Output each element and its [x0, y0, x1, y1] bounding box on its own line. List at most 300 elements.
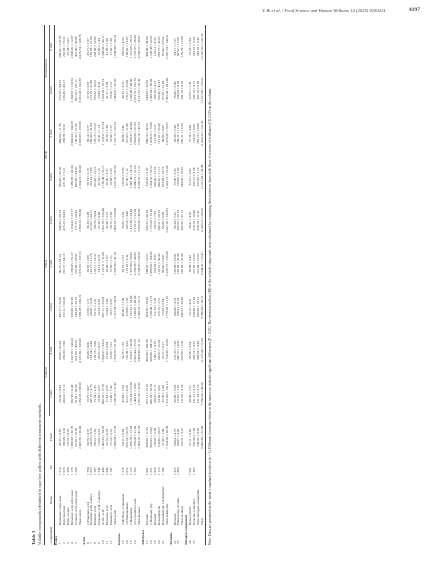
compound-number: 13 — [121, 540, 126, 544]
value-cell: 301.67 ± 107.11 — [73, 79, 78, 102]
value-cell: 1 128.57 ± 57.54 — [101, 122, 106, 146]
value-cell: 128.15 ± 13.29 — [93, 123, 98, 144]
compound-number: 20 — [156, 540, 161, 544]
value-cell: 298.99 ± 8.53 — [61, 124, 66, 143]
value-cell: 108.01 ± 4.55 — [121, 37, 126, 57]
value-cell: 31.06 ± 2.27 — [105, 211, 110, 229]
section-label: Alcohols — [168, 532, 173, 545]
value-cell: 112.70 ± 2.29 — [152, 297, 157, 317]
value-cell: 1 405.81 ± 3.09 — [132, 383, 137, 405]
column-header: 6 min — [49, 155, 54, 198]
value-cell: 13 167.95 ± 125.56 — [201, 25, 205, 68]
value-cell: 162.94 ± 20.39 — [176, 253, 181, 274]
value-cell: 202.70 ± 8.57 — [180, 80, 185, 100]
value-cell: 293.14 ± 28.18 — [125, 427, 130, 448]
value-cell: 20.72 ± 2.85 — [109, 211, 114, 229]
value-cell: 2 023.12 ± 51.09 — [164, 165, 169, 189]
value-cell: 45.15 ± 1.87 — [85, 38, 90, 56]
value-cell: 1 327.84 ± 50.82 — [129, 252, 134, 276]
value-cell: 115.62 ± 7.67 — [176, 384, 181, 404]
value-cell: 276.73 ± 10.48 — [192, 210, 197, 231]
column-header: 2 min — [49, 112, 54, 155]
value-cell: 17.65 ± 0.58 — [105, 385, 110, 403]
value-cell: 108.73 ± 10.85 — [176, 340, 181, 361]
retention-index: 1 172 — [129, 467, 134, 475]
value-cell: 52.11 ± 0.49 — [188, 428, 193, 446]
retention-index: 1 513 — [57, 467, 62, 475]
value-cell: 45.53 ± 0.65 — [57, 428, 62, 446]
value-cell: 1 843.88 ± 34.14 — [113, 35, 118, 59]
group-header: UD-B — [45, 112, 50, 199]
value-cell: 42.48 ± 1.90 — [121, 385, 126, 403]
value-cell: 2 148.47 ± 48.36 — [132, 295, 137, 319]
value-cell: 21.08 ± 1.84 — [160, 428, 165, 446]
value-cell: 75.54 ± 2.35 — [93, 385, 98, 403]
value-cell: 217.62 ± 24.11 — [89, 210, 94, 231]
value-cell: 8 405.88 ± 31.86 — [201, 416, 205, 459]
value-cell: 372.11 ± 64.20 — [61, 296, 66, 318]
compound-name: Total ketones — [136, 506, 141, 525]
value-cell: 1 003.32 ± 34.65 — [101, 425, 106, 449]
compound-number: 6 — [85, 542, 90, 544]
column-header: 2 min — [49, 242, 54, 285]
retention-index: 1 546 — [97, 467, 102, 475]
value-cell: 249.75 ± 0.57 — [192, 341, 197, 360]
value-cell: 1 778.45 ± 11.81 — [164, 295, 169, 319]
value-cell: 22.90 ± 1.72 — [85, 298, 90, 316]
value-cell: 26.40 ± 1.97 — [105, 255, 110, 273]
value-cell: 203.89 ± 16.02 — [93, 36, 98, 57]
value-cell: 3 266.09 ± 155.99 — [77, 121, 82, 146]
retention-index: 1 113 — [156, 467, 161, 475]
compound-name: Total esters — [77, 509, 82, 525]
value-cell: 15.14 ± 2.21 — [109, 428, 114, 446]
retention-index: 1 221 — [148, 467, 153, 475]
value-cell: 1 256.08 ± 21.42 — [132, 425, 137, 449]
value-cell: 20.65 ± 0.72 — [97, 341, 102, 360]
value-cell: 72.26 ± 1.84 — [188, 38, 193, 56]
value-cell: 11 727.99 ± 155.01 — [201, 68, 205, 111]
value-cell: 415.23 ± 84.63 — [61, 210, 66, 231]
value-cell: 1 152.31 ± 51.08 — [101, 252, 106, 276]
compound-number: 2 — [61, 542, 66, 544]
compound-name: 2-Propenoic acid — [85, 501, 90, 525]
value-cell: 788.29 ± 10.27 — [144, 253, 149, 274]
value-cell: 1 096.98 ± 62.78 — [69, 425, 74, 449]
value-cell: 203.65 ± 29.78 — [176, 210, 181, 231]
value-cell: 544.58 ± 52.05 — [144, 79, 149, 101]
value-cell: 1 554.50 ± 20.38 — [164, 425, 169, 449]
compound-number: 19 — [152, 540, 157, 544]
value-cell: 118.13 ± 4.52 — [152, 37, 157, 57]
value-cell: 157.03 ± 11.06 — [125, 123, 130, 144]
value-cell: 101.35 ± 7.58 — [172, 341, 177, 360]
value-cell: 291.37 ± 64.15 — [61, 253, 66, 274]
value-cell: 350.74 ± 11.01 — [196, 210, 201, 231]
value-cell: 292.99 ± 73.31 — [61, 36, 66, 57]
value-cell: 211.68 ± 8.35 — [180, 384, 185, 404]
retention-index: 1 017 — [125, 467, 130, 475]
value-cell: 484.09 ± 34.90 — [144, 36, 149, 57]
value-cell: 37.48 ± 2.03 — [65, 38, 70, 56]
compound-name: 3,5-Octadien-2-one — [132, 498, 137, 525]
value-cell: 471.36 ± 7.21 — [61, 167, 66, 187]
value-cell: 177.75 ± 28.49 — [73, 210, 78, 231]
volatile-compounds-table — [44, 25, 206, 545]
value-cell: 160.16 ± 4.27 — [152, 80, 157, 100]
value-cell: 136.62 ± 13.54 — [156, 340, 161, 361]
retention-index — [201, 459, 205, 475]
value-cell: 7 250.99 ± 49.66 — [201, 372, 205, 415]
value-cell: 1 096.60 ± 194.02 — [148, 251, 153, 277]
value-cell: 32.59 ± 1.80 — [105, 125, 110, 143]
value-cell: 1 175.05 ± 76.69 — [148, 208, 153, 232]
value-cell: 2 301.46 ± 201.40 — [164, 77, 169, 103]
value-cell: 2 270.17 ± 52.03 — [132, 208, 137, 232]
value-cell: 1 412.68 ± 24.49 — [129, 208, 134, 232]
value-cell: 79.59 ± 20.99 — [73, 384, 78, 404]
value-cell: 258.00 ± 7.94 — [61, 341, 66, 360]
retention-index: 1 890 — [176, 467, 181, 475]
column-header: 2 min — [49, 372, 54, 415]
compound-name: 3-Hydroxy-2-butanone — [121, 493, 126, 525]
value-cell: 362.99 ± 0.49 — [69, 384, 74, 404]
value-cell: 119.29 ± 3.32 — [125, 254, 130, 274]
value-cell: 96.06 ± 5.54 — [172, 385, 177, 403]
value-cell: 188.42 ± 19.87 — [125, 36, 130, 57]
compound-name: Butanoic acid — [93, 506, 98, 525]
value-cell: 40.25 ± 85.74 — [57, 254, 62, 274]
group-header: UD-A — [45, 199, 50, 329]
value-cell: 3 469.89 ± 31.32 — [136, 339, 141, 363]
value-cell: 1 520.48 ± 41.18 — [113, 252, 118, 276]
compound-name: Acetic acid — [101, 509, 106, 525]
value-cell: 1 254.41 ± 23.77 — [69, 208, 74, 232]
compound-number: 21 — [160, 540, 165, 544]
value-cell: 77.58 ± 4.84 — [188, 125, 193, 143]
compound-name: Hexanal — [152, 513, 157, 525]
value-cell: 26.08 ± 0.06 — [85, 341, 90, 360]
retention-index: 1 931 — [188, 467, 193, 475]
value-cell: 27.03 ± 0.84 — [105, 341, 110, 360]
value-cell: 2 684.18 ± 42.70 — [136, 425, 141, 449]
value-cell: 1 185.49 ± 55.17 — [101, 165, 106, 189]
value-cell: 20.34 ± 0.81 — [97, 298, 102, 316]
value-cell: 239.46 ± 46.27 — [61, 79, 66, 101]
table-body — [54, 25, 205, 545]
value-cell: 402.77 ± 23.07 — [57, 296, 62, 318]
value-cell: 70.10 ± 0.25 — [65, 428, 70, 446]
value-cell: 67.63 ± 12.63 — [160, 80, 165, 100]
value-cell: 97.04 ± 23.94 — [160, 37, 165, 57]
value-cell: 178.17 ± 25.09 — [125, 79, 130, 101]
value-cell: 87.56 ± 1.12 — [125, 168, 130, 186]
compound-name: Butanoate, ethyl ester — [57, 495, 62, 525]
table-caption: Volatile compounds identified in rape bee pollen with different treatment methods. — [37, 403, 42, 545]
value-cell: 120.29 ± 4.46 — [125, 210, 130, 230]
value-cell: 529.45 ± 5.47 — [144, 167, 149, 187]
value-cell: 36.14 ± 0.77 — [85, 125, 90, 143]
value-cell: 126.64 ± 8.03 — [176, 80, 181, 100]
compound-name: Octanoic acid, ethyl ester — [73, 490, 78, 525]
value-cell: 231.21 ± 3.55 — [192, 384, 197, 404]
compound-name: Hexanoic acid, ethyl ester — [69, 489, 74, 525]
value-cell: 108.81 ± 6.71 — [152, 384, 157, 404]
compound-number: 9 — [97, 542, 102, 544]
value-cell: 29.96 ± 3.27 — [105, 168, 110, 186]
value-cell: 315.84 ± 16.62 — [196, 253, 201, 274]
value-cell: 16.27 ± 0.97 — [109, 298, 114, 316]
value-cell: 52.97 ± 3.02 — [188, 168, 193, 186]
value-cell: 62.07 ± 1.29 — [188, 81, 193, 99]
value-cell: 32.36 ± 1.40 — [160, 385, 165, 403]
value-cell: 26.85 ± 2.89 — [85, 255, 90, 273]
value-cell: 330.63 ± 3.49 — [196, 37, 201, 57]
compound-name: 2-Heptanone — [129, 507, 134, 525]
value-cell: 307.20 ± 6.05 — [196, 80, 201, 100]
compound-number: 18 — [148, 540, 153, 544]
compound-number: 3 — [65, 542, 70, 544]
compound-name: Hexanoic acid, 2-ethyl- — [89, 493, 94, 525]
value-cell: 1 758.39 ± 16.85 — [164, 339, 169, 363]
value-cell: 268.63 ± 102.93 — [57, 35, 62, 58]
retention-index: 1 275 — [121, 467, 126, 475]
value-cell: 64.87 ± 4.45 — [176, 428, 181, 446]
value-cell: 1 300.04 ± 17.29 — [113, 425, 118, 449]
retention-index: 1 580 — [65, 467, 70, 475]
value-cell: 12.46 ± 1.42 — [109, 385, 114, 403]
value-cell: 4 131.57 ± 65.39 — [136, 78, 141, 102]
value-cell: 2 398.16 ± 88.09 — [77, 208, 82, 232]
value-cell: 863.03 ± 13.32 — [148, 427, 153, 448]
value-cell: 2 207.54 ± 140.21 — [164, 34, 169, 60]
compound-number — [201, 525, 205, 545]
value-cell: 626.89 ± 95.95 — [69, 296, 74, 318]
value-cell: 302.99 ± 37.13 — [180, 210, 185, 231]
compound-number: 12 — [109, 540, 114, 544]
value-cell: 1 317.58 ± 34.02 — [113, 295, 118, 319]
compound-number: 5 — [73, 542, 78, 544]
value-cell: 11 420.33 ± 122.47 — [201, 112, 205, 155]
value-cell: 84.17 ± 7.57 — [172, 38, 177, 56]
value-cell: 23.26 ± 2.12 — [109, 81, 114, 99]
value-cell: 1 872.03 ± 137.23 — [77, 251, 82, 277]
value-cell: 253.76 ± 94.35 — [57, 79, 62, 101]
value-cell: 1 266.05 ± 91.27 — [69, 252, 74, 276]
value-cell: 9 944.81 ± 72.47 — [201, 242, 205, 285]
value-cell: 1 070.79 ± 12.63 — [129, 425, 134, 449]
value-cell: 52.27 ± 6.17 — [160, 341, 165, 360]
value-cell: 93.96 ± 2.98 — [172, 125, 177, 143]
value-cell: 1 396.37 ± 43.40 — [129, 122, 134, 146]
value-cell: 35.53 ± 1.16 — [97, 168, 102, 186]
value-cell: 80.53 ± 5.01 — [93, 428, 98, 446]
value-cell: 246.52 ± 10.43 — [180, 296, 185, 318]
retention-index: 1 823 — [89, 467, 94, 475]
compound-name: Phenylethyl alcohol — [176, 497, 181, 525]
value-cell: 165.45 ± 15.21 — [93, 166, 98, 188]
compound-name: Benzyl nitrile — [188, 506, 193, 525]
value-cell: 183.88 ± 3.32 — [61, 427, 66, 447]
value-cell: 580.16 ± 34.52 — [144, 123, 149, 144]
column-header: 6 min — [49, 25, 54, 68]
value-cell: 160.05 ± 12.52 — [152, 166, 157, 188]
value-cell: 3 856.99 ± 40.05 — [136, 208, 141, 232]
value-cell: 99.34 ± 7.41 — [172, 211, 177, 229]
compound-number: 11 — [105, 540, 110, 544]
value-cell: 86.62 ± 12.69 — [176, 37, 181, 57]
compound-name: Benzaldehyde — [156, 505, 161, 525]
value-cell: 95.29 ± 23.76 — [73, 427, 78, 447]
value-cell: 2 427.16 ± 143.95 — [164, 207, 169, 233]
value-cell: 22.00 ± 2.05 — [105, 298, 110, 316]
retention-index: 1 846 — [105, 467, 110, 475]
value-cell: 141.72 ± 11.78 — [89, 253, 94, 274]
value-cell: 28.09 ± 47.04 — [57, 341, 62, 360]
compound-number: 8 — [93, 542, 98, 544]
value-cell: 129.58 ± 3.96 — [121, 167, 126, 187]
value-cell: 1 347.40 ± 74.70 — [129, 165, 134, 189]
value-cell: 1 657.35 ± 41.90 — [113, 165, 118, 189]
page-number: 4197 — [409, 7, 420, 13]
value-cell: 135.02 ± 10.22 — [93, 79, 98, 101]
value-cell: 138.15 ± 4.78 — [152, 341, 157, 360]
running-head — [262, 8, 420, 14]
compound-number: 1 — [57, 542, 62, 544]
value-cell: 2 613.79 ± 102.52 — [132, 77, 137, 103]
value-cell: 147.19 ± 3.76 — [89, 384, 94, 404]
retention-index: 1 179 — [69, 467, 74, 475]
compound-name: Pyrazine, trimethyl- — [192, 497, 197, 525]
value-cell: 1 116.68 ± 27.88 — [129, 382, 134, 406]
compound-number: 16 — [132, 540, 137, 544]
compound-number: 22 — [172, 540, 177, 544]
value-cell: 2 325.99 ± 79.37 — [164, 122, 169, 146]
value-cell: 3 086.13 ± 51.63 — [132, 165, 137, 189]
value-cell: 25.10 ± 0.76 — [105, 428, 110, 446]
value-cell: 2 781.05 ± 36.43 — [132, 35, 137, 59]
compound-number: 25 — [192, 540, 197, 544]
retention-index: 1 007 — [144, 467, 149, 475]
value-cell: 1 363.05 ± 98.09 — [77, 382, 82, 406]
section-label: Esters — [53, 535, 58, 545]
section-label: Aldehydes — [140, 529, 145, 545]
column-header: 6 min — [49, 285, 54, 328]
compound-number: 15 — [129, 540, 134, 544]
column-header: RI — [49, 459, 54, 475]
value-cell: 1 551.04 ± 101.13 — [164, 381, 169, 407]
value-cell: 1 272.61 ± 53.93 — [129, 295, 134, 319]
retention-index: 1 745 — [160, 467, 165, 475]
compound-name: Pentanoic acid — [109, 505, 114, 525]
value-cell: 477.21 ± 27.61 — [144, 383, 149, 405]
value-cell: 1 202.79 ± 126.40 — [101, 207, 106, 233]
value-cell: 2 062.44 ± 25.35 — [132, 339, 137, 363]
value-cell: 2 000.24 ± 104.28 — [69, 121, 74, 146]
compound-name: Hexanoic acid — [105, 505, 110, 525]
value-cell: 127.05 ± 5.37 — [152, 124, 157, 143]
column-header: Compounds — [48, 526, 53, 544]
value-cell: 129.65 ± 8.16 — [89, 427, 94, 447]
value-cell: 277.05 ± 16.87 — [192, 253, 197, 274]
value-cell: 102.86 ± 10.87 — [172, 253, 177, 274]
value-cell: 463.99 ± 44.07 — [73, 166, 78, 188]
value-cell: 27.39 ± 0.88 — [97, 211, 102, 229]
retention-index: 1 747 — [109, 467, 114, 475]
value-cell: 36.30 ± 2.68 — [85, 211, 90, 229]
value-cell: 906.28 ± 27.87 — [101, 383, 106, 405]
value-cell: 110.09 ± 5.03 — [125, 341, 130, 360]
value-cell: 110.86 ± 20.27 — [156, 427, 161, 448]
value-cell: 968.49 ± 104.53 — [148, 339, 153, 362]
value-cell: 32.35 ± 1.32 — [121, 341, 126, 360]
value-cell: 155.51 ± 3.27 — [180, 427, 185, 447]
value-cell: 73.96 ± 3.35 — [172, 168, 177, 186]
value-cell: 1 329.64 ± 85.69 — [148, 78, 153, 102]
value-cell: 11 721.43 ± 64.48 — [201, 155, 205, 198]
compound-number: 4 — [69, 542, 74, 544]
value-cell: 20.03 ± 0.44 — [57, 385, 62, 403]
compound-name: Benzaldehyde, 2,4-dimethyl- — [160, 485, 165, 525]
value-cell: 206.41 ± 11.17 — [156, 166, 161, 188]
compound-name: Total aldehydes — [164, 503, 169, 525]
value-cell: 8 786.98 ± 56.57 — [201, 285, 205, 328]
value-cell: 92.27 ± 4.26 — [125, 385, 130, 403]
value-cell: 1 669.23 ± 133.09 — [113, 207, 118, 233]
value-cell: 38.80 ± 3.42 — [188, 255, 193, 273]
journal-citation: Y. Bi et al. / Food Science and Human Wellness 14 (2025) 9250414 — [262, 8, 386, 13]
value-cell: 210.08 ± 17.01 — [180, 340, 185, 361]
value-cell: 622.64 ± 46.20 — [73, 340, 78, 361]
value-cell: 120.06 ± 1.26 — [125, 297, 130, 317]
retention-index: 1 284 — [73, 467, 78, 475]
value-cell: 15.60 ± 0.16 — [97, 428, 102, 446]
column-header: Name — [49, 475, 54, 525]
value-cell: 136.65 ± 6.29 — [176, 297, 181, 317]
value-cell: 394.64 ± 11.36 — [57, 123, 62, 144]
value-cell: 292.15 ± 10.80 — [196, 123, 201, 144]
value-cell: 173.76 ± 21.96 — [89, 79, 94, 101]
value-cell: 90.64 ± 4.75 — [172, 428, 177, 446]
value-cell: 836.58 ± 62.82 — [148, 383, 153, 405]
value-cell: 53.85 ± 5.26 — [121, 211, 126, 229]
column-header: 4 min — [49, 199, 54, 242]
value-cell: 322.09 ± 7.19 — [196, 167, 201, 187]
value-cell: 123.51 ± 30.43 — [156, 253, 161, 274]
value-cell: 265.80 ± 31.09 — [180, 253, 185, 274]
value-cell: 2 845.81 ± 12.07 — [69, 35, 74, 59]
compound-name: Butyrolactone — [61, 505, 66, 525]
compound-number: 10 — [101, 540, 106, 544]
retention-index: 1 392 — [192, 467, 197, 475]
value-cell: 133.11 ± 13.37 — [93, 253, 98, 274]
value-cell: 2 824.18 ± 60.00 — [77, 165, 82, 189]
value-cell: 58.04 ± 10.07 — [160, 254, 165, 274]
value-cell: 2 226.73 ± 155.98 — [164, 251, 169, 277]
compound-name: 2-Heptenal, (Z)- — [148, 502, 153, 525]
value-cell: 3 702.16 ± 43.13 — [136, 122, 141, 146]
value-cell: 38.73 ± 2.53 — [121, 255, 126, 273]
value-cell: 170.79 ± 12.08 — [180, 36, 185, 57]
value-cell: 275.69 ± 20.07 — [73, 253, 78, 274]
value-cell: 214.57 ± 8.05 — [192, 124, 197, 143]
value-cell: 18.79 ± 0.67 — [85, 385, 90, 403]
value-cell: 58.89 ± 4.24 — [188, 341, 193, 360]
value-cell: 997.11 ± 25.94 — [101, 296, 106, 318]
column-header: Fresh — [49, 416, 54, 459]
value-cell: 1 256.01 ± 36.38 — [129, 339, 134, 363]
value-cell: 153.57 ± 7.95 — [152, 210, 157, 230]
